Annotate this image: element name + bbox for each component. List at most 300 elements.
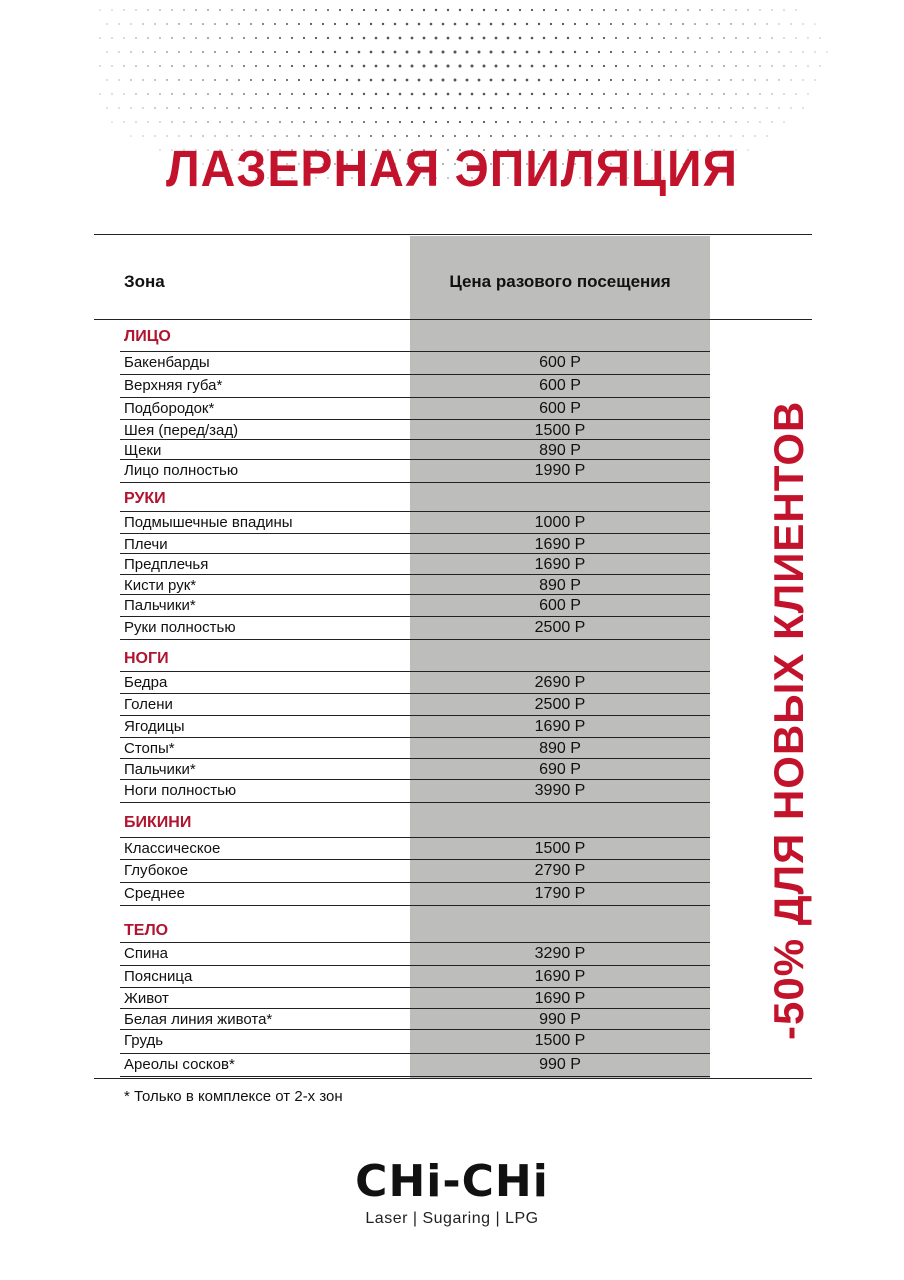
decor-dot [411,37,414,40]
decor-dot [370,107,372,109]
decor-dot [538,51,541,54]
decor-dot [447,93,450,96]
decor-dot [322,51,324,53]
decor-dot [778,51,779,52]
decor-dot [507,65,510,68]
decor-dot [682,23,684,25]
decor-dot [815,80,816,81]
decor-dot [514,23,517,26]
decor-dot [394,51,397,54]
decor-dot [615,65,617,67]
decor-dot [459,121,461,123]
decor-dot [279,65,281,67]
decor-dot [478,23,481,26]
decor-dot [447,121,449,123]
decor-dot [351,93,353,95]
decor-dot [262,107,264,109]
decor-dot [286,79,288,81]
decor-dot [418,51,421,54]
decor-dot [783,93,784,94]
table-row-price: 1690 Р [534,556,586,573]
decor-dot [550,51,553,54]
table-row-label: Шея (перед/зад) [124,422,239,439]
decor-dot [219,93,221,95]
decor-dot [706,51,708,53]
table-bottom-border [94,1078,812,1079]
decor-dot [754,51,755,52]
logo-name: CHi-CHi [355,1156,549,1207]
decor-dot [466,107,468,109]
decor-dot [567,37,569,39]
decor-dot [562,107,564,109]
decor-dot [207,9,208,10]
decor-dot [387,93,390,96]
decor-dot [699,121,700,122]
decor-dot [111,37,112,38]
decor-dot [202,135,203,136]
decor-dot [142,23,143,24]
decor-dot [346,23,348,25]
row-divider [120,942,710,943]
row-divider [120,1008,710,1009]
row-divider [120,397,710,398]
decor-dot [351,121,353,123]
decor-dot [435,121,437,123]
decor-dot [550,23,552,25]
row-divider [120,351,710,352]
decor-dot [767,136,768,137]
decor-dot [435,37,438,40]
decor-dot [471,37,474,40]
decor-dot [627,65,629,67]
decor-dot [543,65,546,68]
decor-dot [591,65,593,67]
decor-dot [178,135,179,136]
decor-dot [490,51,493,54]
decor-dot [651,9,653,11]
decor-dot [574,51,576,53]
decor-dot [670,135,671,136]
decor-dot [466,135,468,137]
decor-dot [699,93,701,95]
decor-dot [219,9,221,11]
decor-dot [742,107,743,108]
decor-dot [429,50,432,53]
decor-dot [459,9,461,11]
decor-dot [358,79,361,82]
decor-dot [639,93,641,95]
decor-dot [790,51,791,52]
table-row-label: Белая линия живота* [124,1011,273,1028]
decor-dot [274,23,276,25]
decor-dot [639,65,641,67]
decor-dot [166,107,167,108]
decor-dot [610,79,612,81]
decor-dot [274,135,276,137]
decor-dot [418,135,420,137]
decor-dot [759,9,760,10]
decor-dot [214,51,216,53]
decor-dot [723,37,724,38]
decor-dot [166,23,167,24]
decor-dot [147,9,148,10]
decor-dot [346,51,349,54]
decor-dot [131,136,132,137]
decor-dot [706,135,707,136]
decor-dot [310,23,312,25]
decor-dot [310,51,312,53]
decor-dot [543,37,546,40]
table-row-price: 1690 Р [534,968,586,985]
decor-dot [791,108,792,109]
decor-dot [627,93,629,95]
decor-dot [723,65,725,67]
decor-dot [135,37,136,38]
decor-dot [411,93,414,96]
decor-dot [255,37,257,39]
decor-dot [310,79,312,81]
decor-dot [123,37,124,38]
table-row-label: Лицо полностью [124,462,239,479]
decor-dot [447,9,449,11]
decor-dot [154,51,155,52]
decor-dot [646,23,648,25]
table-row-price: 890 Р [539,577,581,594]
decor-dot [718,79,720,81]
decor-dot [567,121,569,123]
decor-dot [454,135,456,137]
decor-dot [118,79,119,80]
decor-dot [100,66,101,67]
decor-dot [651,37,653,39]
decor-dot [406,51,409,54]
decor-dot [358,23,360,25]
decor-dot [562,79,564,81]
table-row-label: Классическое [124,840,221,857]
decor-dot [231,9,233,11]
decor-dot [112,122,113,123]
decor-dot [171,121,172,122]
decor-dot [538,79,541,82]
decor-dot [442,79,445,82]
decor-dot [238,79,240,81]
table-row-label: Пальчики* [124,761,196,778]
decor-dot [183,65,185,67]
decor-dot [411,121,413,123]
decor-dot [124,122,125,123]
decor-dot [603,65,605,67]
decor-dot [610,107,612,109]
decor-dot [423,37,426,40]
decor-dot [478,107,480,109]
decor-dot [446,64,449,67]
decor-dot [591,93,593,95]
decor-dot [195,93,197,95]
decor-dot [622,107,624,109]
decor-dot [214,23,216,25]
decor-dot [387,9,389,11]
decor-dot [651,93,653,95]
table-row-label: Бедра [124,674,168,691]
decor-dot [363,37,366,40]
decor-dot [334,51,336,53]
section-divider [120,1076,710,1077]
decor-dot [322,107,324,109]
decor-dot [639,37,641,39]
decor-dot [706,79,708,81]
decor-dot [279,9,281,11]
decor-dot [399,65,402,68]
decor-dot [334,79,336,81]
section-title: ЛИЦО [124,328,171,345]
decor-dot [327,37,329,39]
decor-dot [675,37,677,39]
table-row-price: 890 Р [539,740,581,757]
table-row-label: Кисти рук* [124,577,197,594]
decor-dot [130,51,131,52]
decor-dot [166,79,167,80]
decor-dot [190,107,191,108]
decor-dot [507,9,509,11]
decor-dot [327,121,329,123]
decor-dot [514,107,516,109]
decor-dot [178,51,180,53]
decor-dot [286,107,288,109]
decor-dot [771,37,772,38]
decor-dot [694,23,696,25]
decor-dot [610,135,612,137]
decor-dot [255,121,257,123]
decor-dot [471,93,474,96]
decor-dot [795,37,796,38]
decor-dot [274,51,276,53]
decor-dot [286,23,288,25]
decor-dot [598,79,600,81]
decor-dot [723,121,724,122]
row-divider [120,511,710,512]
decor-dot [730,51,731,52]
decor-dot [190,51,192,53]
decor-dot [639,121,641,123]
decor-dot [820,38,821,39]
decor-dot [796,10,797,11]
decor-dot [418,107,420,109]
decor-dot [622,51,624,53]
decor-dot [622,79,624,81]
table-row-price: 600 Р [539,597,581,614]
decor-dot [370,79,373,82]
decor-dot [238,23,240,25]
decor-dot [334,135,336,137]
decor-dot [711,93,713,95]
decor-dot [291,121,293,123]
decor-dot [195,37,197,39]
row-divider [120,439,710,440]
decor-dot [754,107,755,108]
decor-dot [274,79,276,81]
decor-dot [406,79,409,82]
decor-dot [483,121,485,123]
decor-dot [447,37,450,40]
table-row-price: 600 Р [539,400,581,417]
decor-dot [615,93,617,95]
decor-dot [155,136,156,137]
decor-dot [411,65,414,68]
table-row-price: 1790 Р [534,885,586,902]
decor-dot [735,65,736,66]
row-divider [120,965,710,966]
decor-dot [327,9,329,11]
decor-dot [226,23,228,25]
decor-dot [375,9,377,11]
decor-dot [183,93,184,94]
decor-dot [502,135,504,137]
decor-dot [507,93,510,96]
decor-dot [783,65,784,66]
decor-dot [399,37,402,40]
decor-dot [346,135,348,137]
decor-dot [466,79,469,82]
decor-dot [627,37,629,39]
decor-dot [478,135,480,137]
decor-dot [454,23,457,26]
decor-dot [754,23,755,24]
decor-dot [670,51,672,53]
decor-dot [207,65,209,67]
decor-dot [107,24,108,25]
decor-dot [586,79,588,81]
decor-dot [550,107,552,109]
decor-dot [250,107,252,109]
decor-dot [514,51,517,54]
decor-dot [394,107,396,109]
row-divider [120,574,710,575]
decor-dot [363,9,365,11]
decor-dot [370,135,372,137]
row-divider [120,594,710,595]
decor-dot [226,51,228,53]
decor-dot [598,51,600,53]
decor-dot [298,51,300,53]
decor-dot [279,121,281,123]
decor-dot [796,94,797,95]
table-row-price: 1690 Р [534,990,586,1007]
decor-dot [195,9,196,10]
decor-dot [735,37,736,38]
decor-dot [615,121,617,123]
decor-dot [507,37,510,40]
decor-dot [166,135,167,136]
decor-dot [310,107,312,109]
decor-dot [820,66,821,67]
decor-dot [543,9,545,11]
decor-dot [514,135,516,137]
decor-dot [214,79,216,81]
decor-dot [219,121,220,122]
decor-dot [262,51,264,53]
decor-dot [315,65,317,67]
decor-dot [286,51,288,53]
decor-dot [207,37,209,39]
decor-dot [742,51,743,52]
decor-dot [646,51,648,53]
decor-dot [231,121,233,123]
decor-dot [772,122,773,123]
decor-dot [195,121,196,122]
decor-dot [106,79,107,80]
table-row-label: Подмышечные впадины [124,514,293,531]
decor-dot [646,135,647,136]
decor-dot [670,107,672,109]
decor-dot [255,9,257,11]
decor-dot [682,51,684,53]
table-row-price: 2690 Р [534,674,586,691]
decor-dot [483,65,486,68]
decor-dot [339,65,342,68]
decor-dot [159,9,160,10]
decor-dot [694,107,696,109]
table-row-label: Стопы* [124,740,175,757]
decor-dot [579,37,581,39]
decor-dot [154,23,155,24]
decor-dot [627,121,629,123]
decor-dot [675,65,677,67]
table-row-price: 3290 Р [534,945,586,962]
decor-dot [435,9,437,11]
decor-dot [303,93,305,95]
decor-dot [387,37,390,40]
decor-dot [382,79,385,82]
decor-dot [711,37,713,39]
table-row-price: 1500 Р [534,422,586,439]
decor-dot [706,107,707,108]
decor-dot [562,51,565,54]
decor-dot [171,37,172,38]
decor-dot [466,23,469,26]
decor-dot [243,121,245,123]
table-row-price: 1990 Р [534,462,586,479]
decor-dot [135,9,136,10]
decor-dot [663,65,665,67]
decor-dot [238,107,240,109]
table-row-price: 2790 Р [534,862,586,879]
decor-dot [778,107,779,108]
decor-dot [519,93,522,96]
decor-dot [339,93,341,95]
decor-dot [142,51,143,52]
decor-dot [406,107,408,109]
decor-dot [675,9,677,11]
decor-dot [759,93,760,94]
table-row-price: 600 Р [539,377,581,394]
decor-dot [358,107,360,109]
decor-dot [531,9,533,11]
decor-dot [808,66,809,67]
decor-dot [434,64,437,67]
decor-dot [375,65,378,68]
decor-dot [651,121,653,123]
decor-dot [303,9,305,11]
decor-dot [718,135,719,136]
decor-dot [687,121,688,122]
decor-dot [591,9,593,11]
decor-dot [730,135,731,136]
decor-dot [699,37,701,39]
decor-dot [441,50,444,53]
decor-dot [495,93,498,96]
decor-dot [567,9,569,11]
decor-dot [519,65,522,68]
